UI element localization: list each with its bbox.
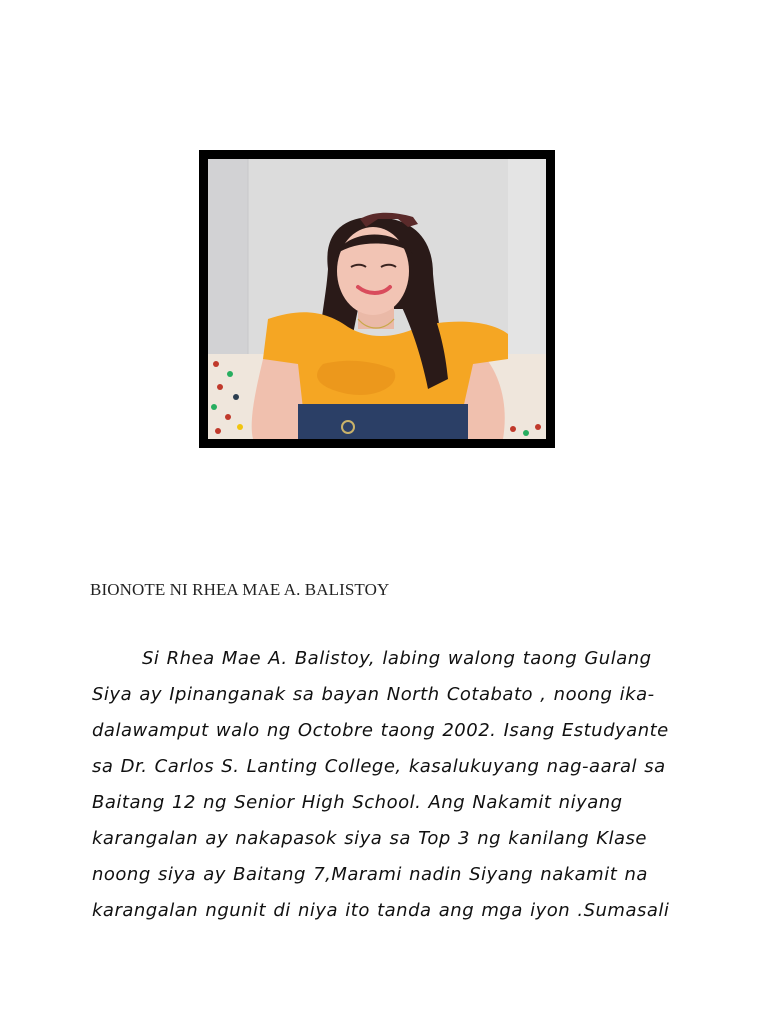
bionote-line: karangalan ay nakapasok siya sa Top 3 ng kanilang Klase: [92, 828, 648, 849]
bionote-line: Siya ay Ipinanganak sa bayan North Cotabato , noong ika-: [92, 684, 655, 705]
bionote-line: Si Rhea Mae A. Balistoy, labing walong taong Gulang: [142, 648, 652, 669]
bionote-line: noong siya ay Baitang 7,Marami nadin Siyang nakamit na: [92, 864, 648, 885]
portrait-frame: [199, 150, 555, 448]
photo-jeans: [298, 404, 468, 439]
bionote-line: sa Dr. Carlos S. Lanting College, kasalukuyang nag-aaral sa: [92, 756, 666, 777]
portrait-photo: [208, 159, 546, 439]
bionote-line: dalawamput walo ng Octobre taong 2002. Isang Estudyante: [92, 720, 669, 741]
photo-wall-left: [208, 159, 248, 359]
bionote-line: karangalan ngunit di niya ito tanda ang mga iyon .Sumasali: [92, 900, 670, 921]
document-title: BIONOTE NI RHEA MAE A. BALISTOY: [90, 580, 390, 599]
bionote-line: Baitang 12 ng Senior High School. Ang Nakamit niyang: [92, 792, 623, 813]
